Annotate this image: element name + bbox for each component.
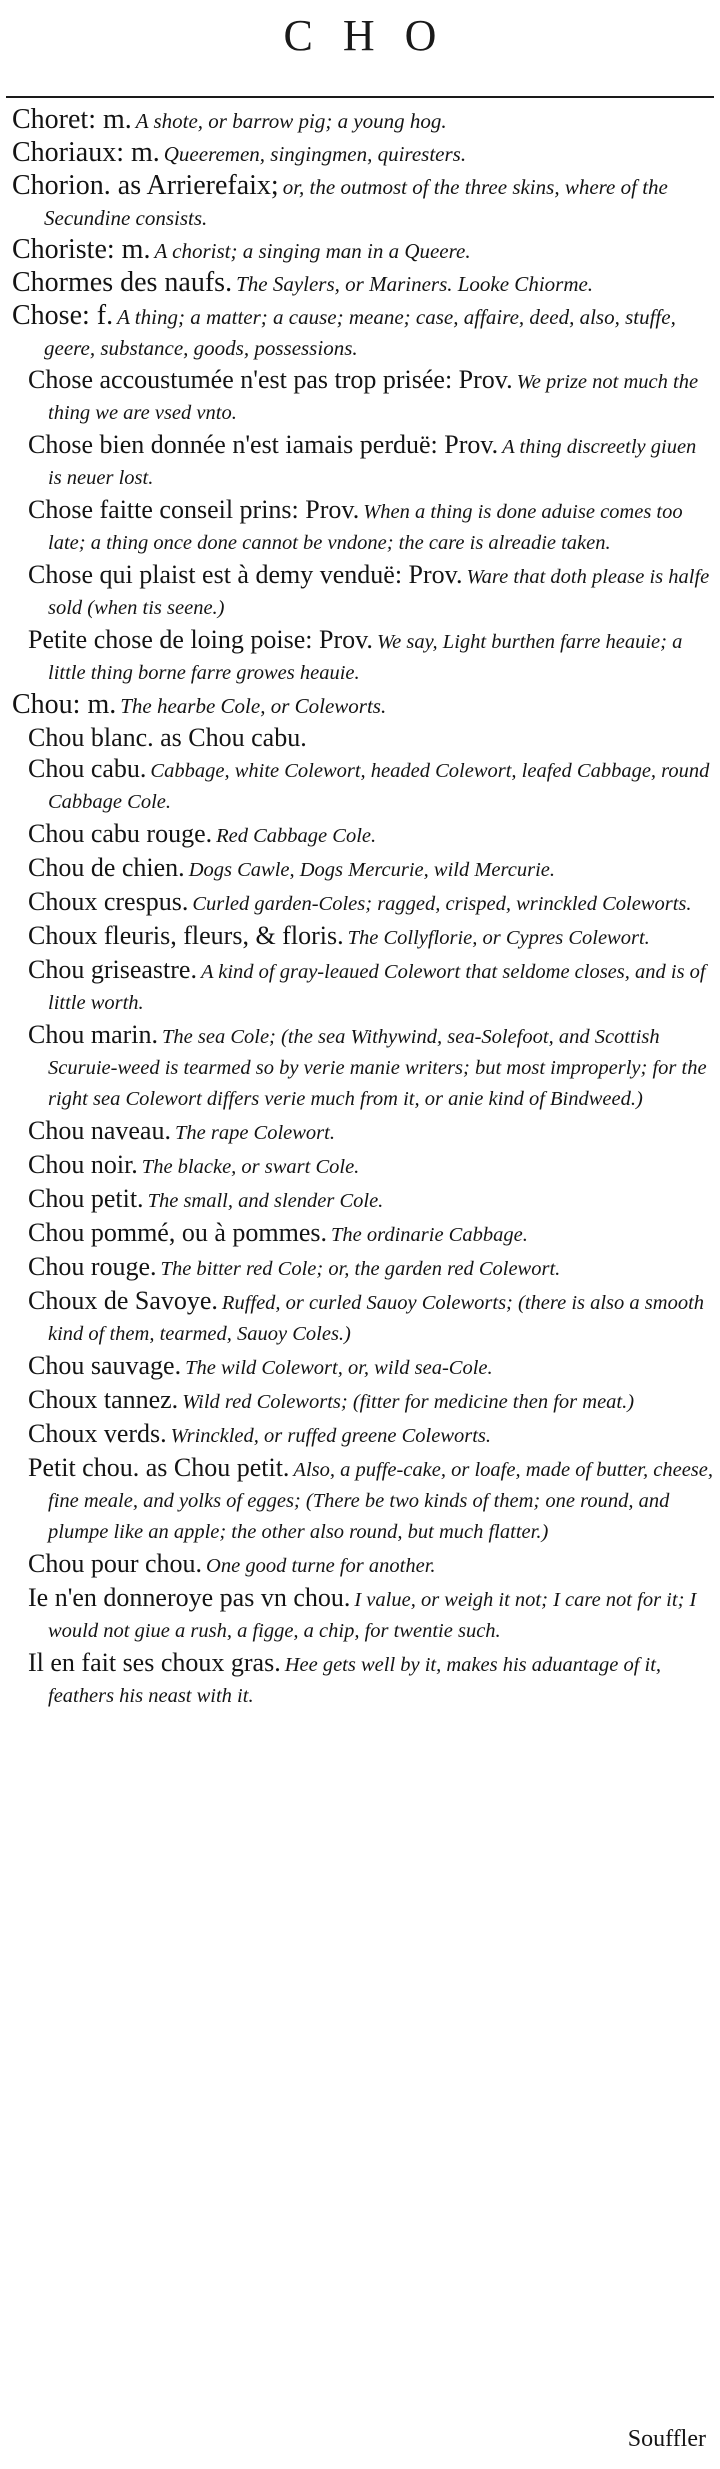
english-gloss: A shote, or barrow pig; a young hog. xyxy=(135,109,447,133)
english-gloss: I value, or weigh it not; I care not for it; I would not giue a rush, a figge, a chip, for twentie such. xyxy=(48,1589,697,1642)
english-gloss: When a thing is done aduise comes too late; a thing once done cannot be vndone; the care is alreadie taken. xyxy=(48,501,683,554)
sub-entry xyxy=(12,1452,714,1548)
sub-entry xyxy=(12,559,714,624)
headword: Ie n'en donneroye pas vn chou. xyxy=(28,1583,351,1612)
english-gloss: The bitter red Cole; or, the garden red Colewort. xyxy=(160,1258,561,1280)
sub-entry xyxy=(12,722,714,753)
english-gloss: A thing discreetly giuen is neuer lost. xyxy=(48,436,697,489)
headword: Chose faitte conseil prins: Prov. xyxy=(28,495,360,524)
sub-entry xyxy=(12,1285,714,1350)
english-gloss: Hee gets well by it, makes his aduantage of it, feathers his neast with it. xyxy=(48,1654,662,1707)
dictionary-entry xyxy=(12,234,714,267)
english-gloss: Red Cabbage Cole. xyxy=(216,825,377,847)
english-gloss: The hearbe Cole, or Coleworts. xyxy=(120,694,387,718)
english-gloss: Also, a puffe-cake, or loafe, made of butter, cheese, fine meale, and yolks of egges; (There be two kinds of them; one round, and plumpe like an apple; the other also round, but much flatter.) xyxy=(48,1459,713,1543)
english-gloss: The small, and slender Cole. xyxy=(147,1190,384,1212)
headword: Chose bien donnée n'est iamais perduë: Prov. xyxy=(28,430,499,459)
sub-entry xyxy=(12,1217,714,1251)
dictionary-entry xyxy=(12,170,714,234)
headword: Chou cabu rouge. xyxy=(28,819,213,848)
sub-entry xyxy=(12,1647,714,1712)
headword: Chou rouge. xyxy=(28,1252,157,1281)
headword: Choux verds. xyxy=(28,1419,167,1448)
english-gloss: The sea Cole; (the sea Withywind, sea-Solefoot, and Scottish Scuruie-weed is tearmed so by verie manie writers; but most improperly; for the right sea Colewort differs verie much from it, or anie kind of Bindweed.) xyxy=(48,1026,707,1110)
headword: Chou pour chou. xyxy=(28,1549,203,1578)
sub-entry xyxy=(12,1251,714,1285)
headword: Chou petit. xyxy=(28,1184,144,1213)
sub-entry xyxy=(12,753,714,818)
headword: Chou griseastre. xyxy=(28,955,197,984)
english-gloss: Wrinckled, or ruffed greene Coleworts. xyxy=(170,1425,492,1447)
sub-entry xyxy=(12,852,714,886)
dictionary-entry xyxy=(12,300,714,364)
headword: Chose: f. xyxy=(12,300,114,331)
sub-entry xyxy=(12,886,714,920)
headword: Il en fait ses choux gras. xyxy=(28,1648,281,1677)
english-gloss: The Saylers, or Mariners. Looke Chiorme. xyxy=(236,272,594,296)
running-head: CHO xyxy=(283,11,467,60)
english-gloss: Wild red Coleworts; (fitter for medicine then for meat.) xyxy=(182,1391,635,1413)
english-gloss: The blacke, or swart Cole. xyxy=(141,1156,360,1178)
sub-entry xyxy=(12,1019,714,1115)
sub-entry xyxy=(12,920,714,954)
catchword: Souffler xyxy=(627,2426,706,2452)
headword: Choux crespus. xyxy=(28,887,189,916)
english-gloss: The ordinarie Cabbage. xyxy=(330,1224,528,1246)
headword: Chou marin. xyxy=(28,1020,158,1049)
sub-entry xyxy=(12,1149,714,1183)
headword: Chou blanc. as Chou cabu. xyxy=(28,723,307,752)
english-gloss: A thing; a matter; a cause; meane; case, affaire, deed, also, stuffe, geere, substance, goods, possessions. xyxy=(44,305,676,360)
english-gloss: The rape Colewort. xyxy=(174,1122,335,1144)
headword: Chose accoustumée n'est pas trop prisée: Prov. xyxy=(28,365,513,394)
headword: Choriaux: m. xyxy=(12,137,160,168)
sub-entry xyxy=(12,1582,714,1647)
headword: Choux fleuris, fleurs, & floris. xyxy=(28,921,344,950)
headword: Choriste: m. xyxy=(12,234,151,265)
english-gloss: Curled garden-Coles; ragged, crisped, wrinckled Coleworts. xyxy=(192,893,692,915)
headword: Chou: m. xyxy=(12,689,117,720)
english-gloss: Dogs Cawle, Dogs Mercurie, wild Mercurie. xyxy=(188,859,555,881)
english-gloss: A chorist; a singing man in a Queere. xyxy=(154,239,471,263)
english-gloss: Queeremen, singingmen, quiresters. xyxy=(163,142,467,166)
dictionary-entry xyxy=(12,689,714,722)
headword: Chose qui plaist est à demy venduë: Prov. xyxy=(28,560,463,589)
headword: Petite chose de loing poise: Prov. xyxy=(28,625,373,654)
english-gloss: The wild Colewort, or, wild sea-Cole. xyxy=(185,1357,493,1379)
headword: Chormes des naufs. xyxy=(12,267,233,298)
headword: Chou naveau. xyxy=(28,1116,171,1145)
headword: Choret: m. xyxy=(12,104,132,135)
sub-entry xyxy=(12,1115,714,1149)
headword: Chou cabu. xyxy=(28,754,147,783)
dictionary-entry xyxy=(12,267,714,300)
entry-list xyxy=(12,104,714,1712)
dictionary-entry xyxy=(12,104,714,137)
english-gloss: or, the outmost of the three skins, where of the Secundine consists. xyxy=(44,175,668,230)
english-gloss: We say, Light burthen farre heauie; a little thing borne farre growes heauie. xyxy=(48,631,683,684)
sub-entry xyxy=(12,494,714,559)
sub-entry xyxy=(12,1384,714,1418)
sub-entry xyxy=(12,1350,714,1384)
english-gloss: A kind of gray-leaued Colewort that seldome closes, and is of little worth. xyxy=(48,961,706,1014)
headword: Chou sauvage. xyxy=(28,1351,182,1380)
headword: Choux tannez. xyxy=(28,1385,179,1414)
english-gloss: Cabbage, white Colewort, headed Colewort, leafed Cabbage, round Cabbage Cole. xyxy=(48,760,710,813)
sub-entry xyxy=(12,1548,714,1582)
english-gloss: The Collyflorie, or Cypres Colewort. xyxy=(347,927,650,949)
headword: Petit chou. as Chou petit. xyxy=(28,1453,290,1482)
sub-entry xyxy=(12,1183,714,1217)
headword: Chou de chien. xyxy=(28,853,185,882)
english-gloss: Ruffed, or curled Sauoy Coleworts; (there is also a smooth kind of them, tearmed, Sauoy Coles.) xyxy=(48,1292,705,1345)
dictionary-entry xyxy=(12,137,714,170)
sub-entry xyxy=(12,954,714,1019)
sub-entry xyxy=(12,624,714,689)
headword: Chorion. as Arrierefaix; xyxy=(12,170,279,201)
page-header xyxy=(0,0,720,78)
english-gloss: Ware that doth please is halfe sold (when tis seene.) xyxy=(48,566,710,619)
sub-entry xyxy=(12,818,714,852)
headword: Chou noir. xyxy=(28,1150,138,1179)
sub-entry xyxy=(12,429,714,494)
sub-entry xyxy=(12,364,714,429)
sub-entry xyxy=(12,1418,714,1452)
english-gloss: One good turne for another. xyxy=(206,1555,436,1577)
english-gloss: We prize not much the thing we are vsed vnto. xyxy=(48,371,699,424)
headword: Chou pommé, ou à pommes. xyxy=(28,1218,327,1247)
headword: Choux de Savoye. xyxy=(28,1286,218,1315)
header-rule xyxy=(6,96,714,98)
